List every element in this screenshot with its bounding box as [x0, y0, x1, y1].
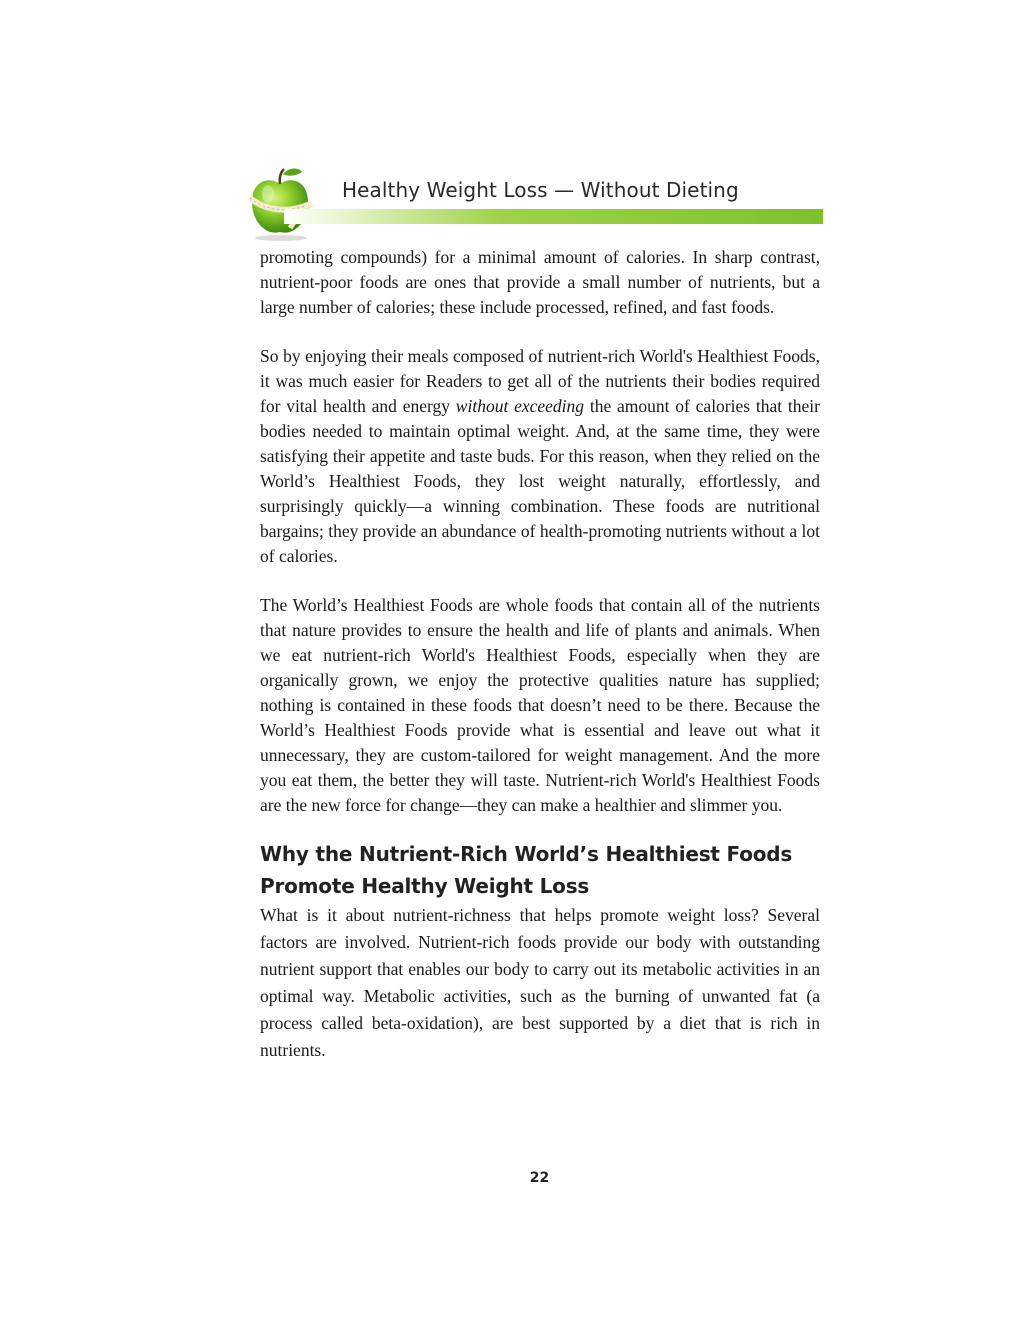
section-heading: [260, 838, 820, 902]
paragraph: promoting compounds) for a minimal amount of calories. In sharp contrast, nutrient-poor foods are ones that provide a small number of nutrients, but a large number of calories; these include processed, refined, and fast foods.: [260, 247, 820, 317]
header-rule: [284, 209, 823, 224]
header-title: Healthy Weight Loss — Without Dieting: [342, 178, 739, 202]
page-header: [244, 164, 824, 244]
section-heading-line: Promote Healthy Weight Loss: [260, 874, 590, 898]
apple-measuring-tape-icon: [244, 164, 316, 242]
paragraph: The World’s Healthiest Foods are whole foods that contain all of the nutrients that nature provides to ensure the health and life of plants and animals. When we eat nutrient-rich World's Healthiest Foods, especially when they are organically grown, we enjoy the protective qualities nature has supplied; nothing is contained in these foods that doesn’t need to be there. Because the World’s Healthiest Foods provide what is essential and leave out what it unnecessary, they are custom-tailored for weight management. And the more you eat them, the better they will taste. Nutrient-rich World's Healthiest Foods are the new force for change—they can make a healthier and slimmer you.: [260, 595, 820, 815]
emphasis-text: without exceeding: [455, 396, 585, 416]
paragraph: What is it about nutrient-richness that helps promote weight loss? Several factors are involved. Nutrient-rich foods provide our body with outstanding nutrient support that enables our body to carry out its metabolic activities in an optimal way. Metabolic activities, such as the burning of unwanted fat (a process called beta-oxidation), are best supported by a diet that is rich in nutrients.: [260, 905, 820, 1060]
page-number: 22: [529, 1170, 550, 1186]
section-heading-line: Why the Nutrient-Rich World’s Healthiest Foods: [260, 842, 793, 866]
page-body: [260, 245, 820, 1064]
paragraph-text: So by enjoying their meals composed of nutrient-rich World's Healthiest Foods, it was much easier for Readers to get all of the nutrients their bodies required for vital health and energy: [260, 346, 820, 416]
paragraph: [260, 344, 820, 569]
paragraph-text: the amount of calories that their bodies needed to maintain optimal weight. And, at the same time, they were satisfying their appetite and taste buds. For this reason, when they relied on the World’s Healthiest Foods, they lost weight naturally, effortlessly, and surprisingly quickly—a winning combination. These foods are nutritional bargains; they provide an abundance of health-promoting nutrients without a lot of calories.: [260, 396, 820, 566]
